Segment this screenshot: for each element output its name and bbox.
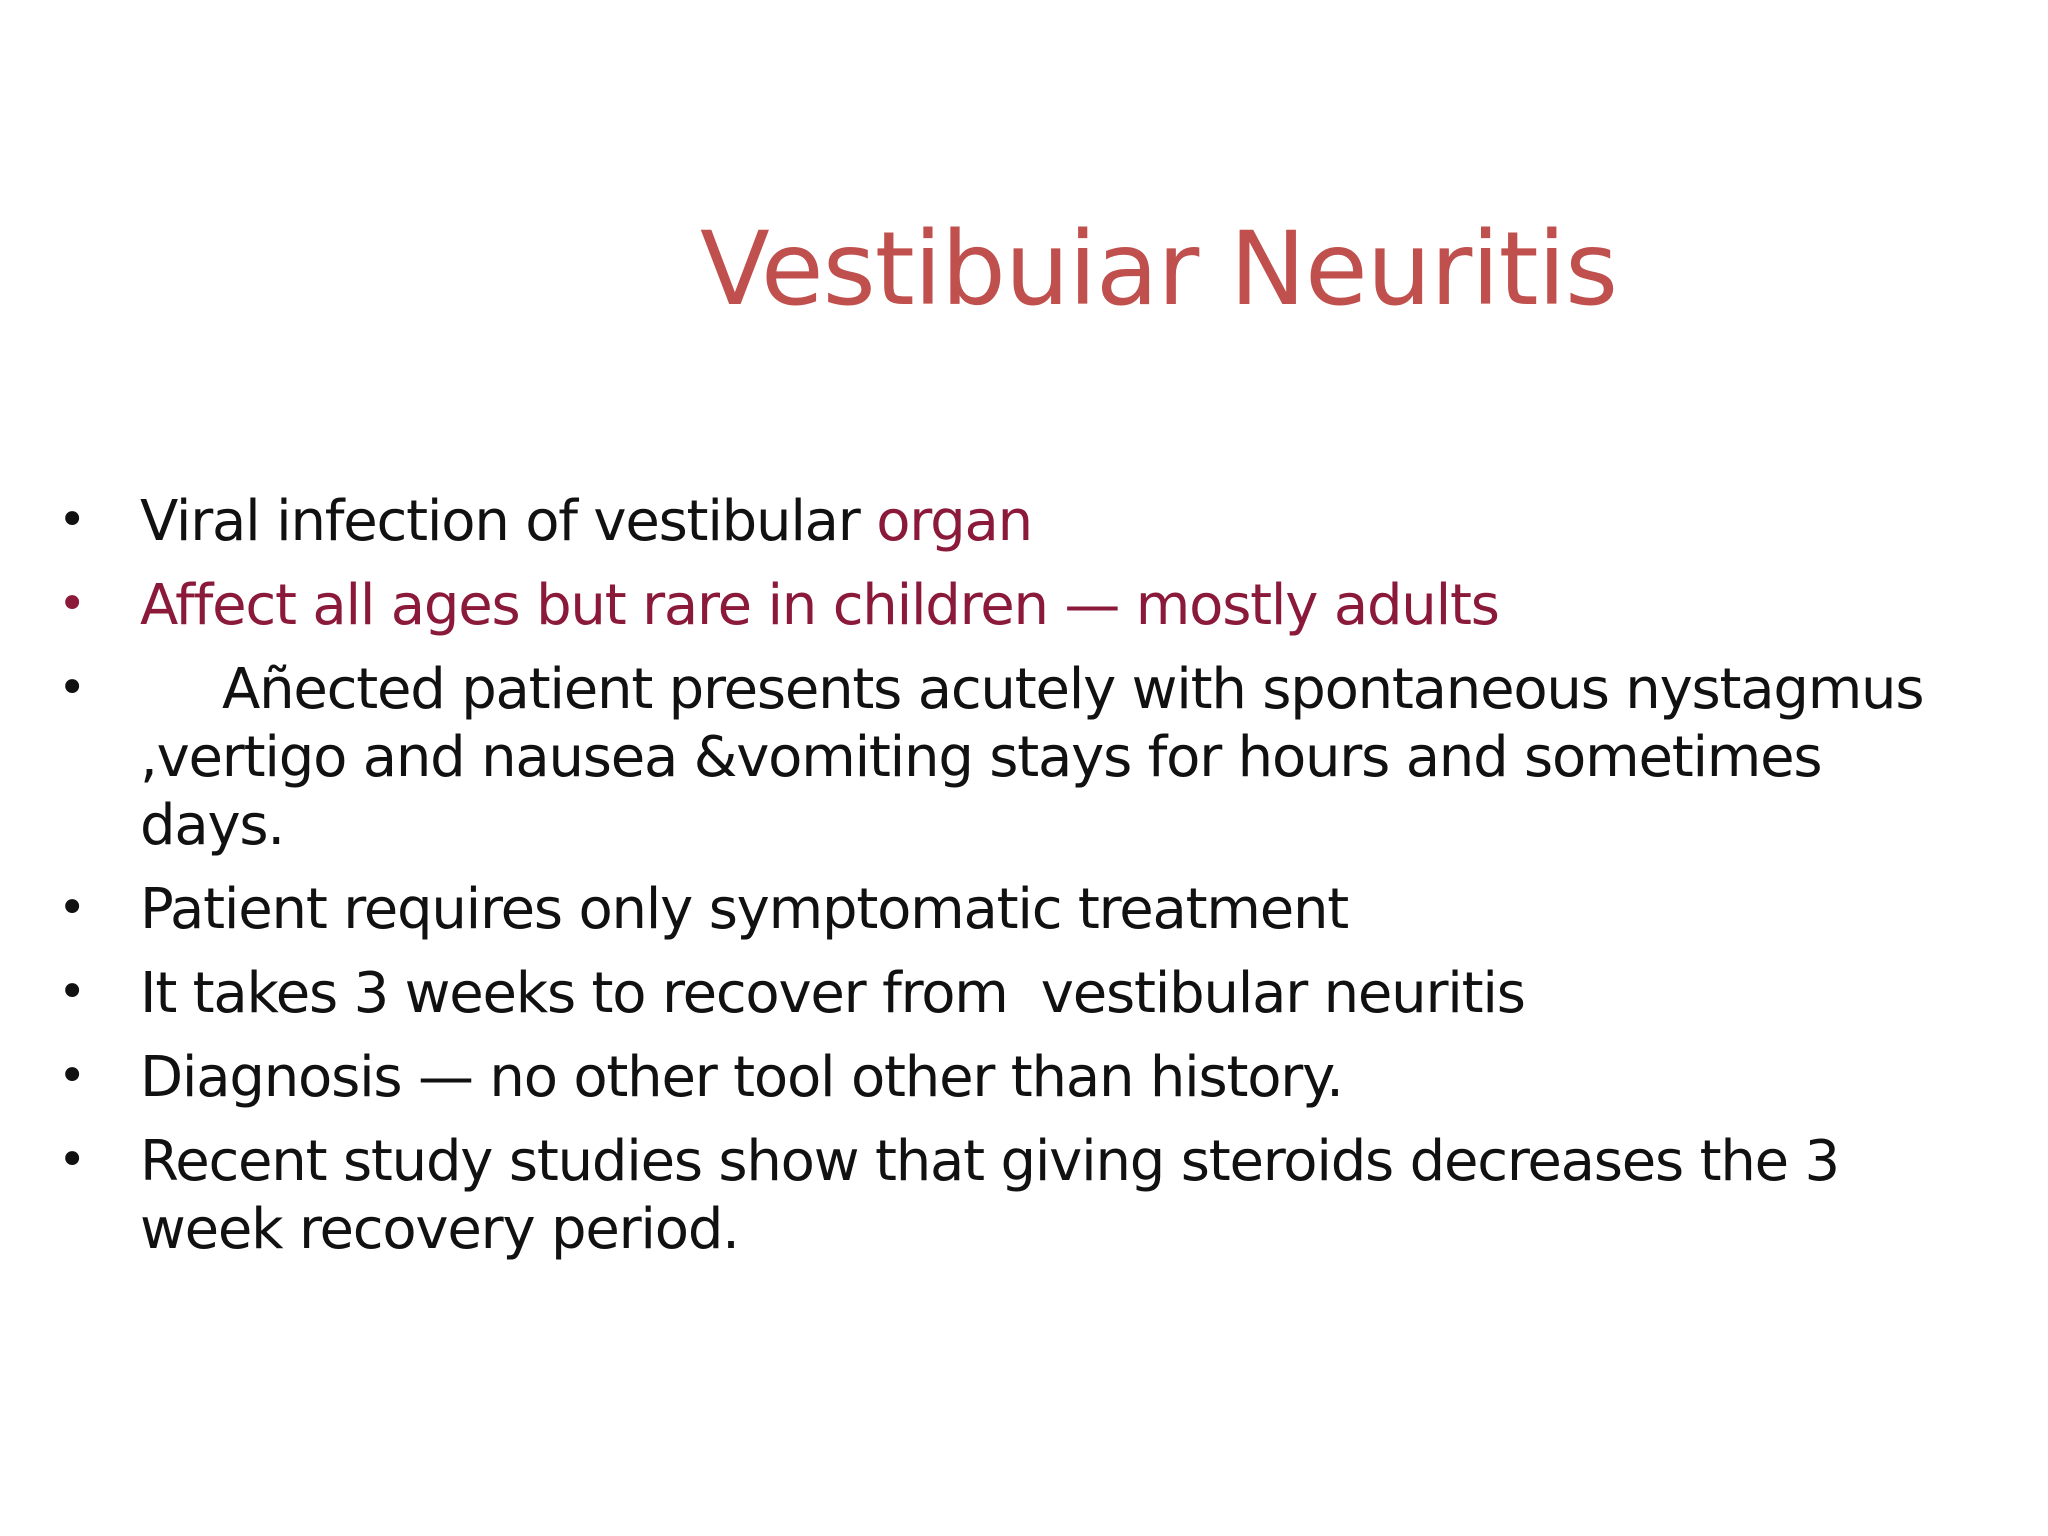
slide-title: Vestibuiar Neuritis (700, 210, 1618, 329)
bullet-item-diagnosis (52, 1044, 1952, 1112)
bullet-list (52, 488, 1952, 1280)
bullet-item-recovery-time (52, 960, 1952, 1028)
bullet-text: Recent study studies show that giving steroids decreases the 3 week recovery period. (140, 1129, 1839, 1262)
bullet-text: It takes 3 weeks to recover from vestibular neuritis (140, 961, 1525, 1026)
bullet-icon: • (58, 492, 86, 548)
bullet-highlight-text: Affect all ages but rare in children — mostly adults (140, 573, 1499, 638)
bullet-icon: • (58, 576, 86, 632)
bullet-text: Viral infection of vestibular (140, 489, 877, 554)
bullet-item-treatment (52, 876, 1952, 944)
bullet-text: Añected patient presents acutely with spontaneous nystagmus ,vertigo and nausea &vomiting stays for hours and sometimes days. (140, 657, 1924, 858)
bullet-icon: • (58, 964, 86, 1020)
bullet-item-steroids-study (52, 1128, 1952, 1264)
bullet-highlight-text: organ (876, 489, 1032, 554)
bullet-text: Diagnosis — no other tool other than history. (140, 1045, 1343, 1110)
bullet-text: Patient requires only symptomatic treatment (140, 877, 1349, 942)
bullet-icon: • (58, 660, 86, 716)
bullet-item-affect-ages (52, 572, 1952, 640)
bullet-item-affected-patient (52, 656, 1952, 860)
bullet-icon: • (58, 880, 86, 936)
bullet-icon: • (58, 1048, 86, 1104)
bullet-item-viral-infection (52, 488, 1952, 556)
bullet-icon: • (58, 1132, 86, 1188)
